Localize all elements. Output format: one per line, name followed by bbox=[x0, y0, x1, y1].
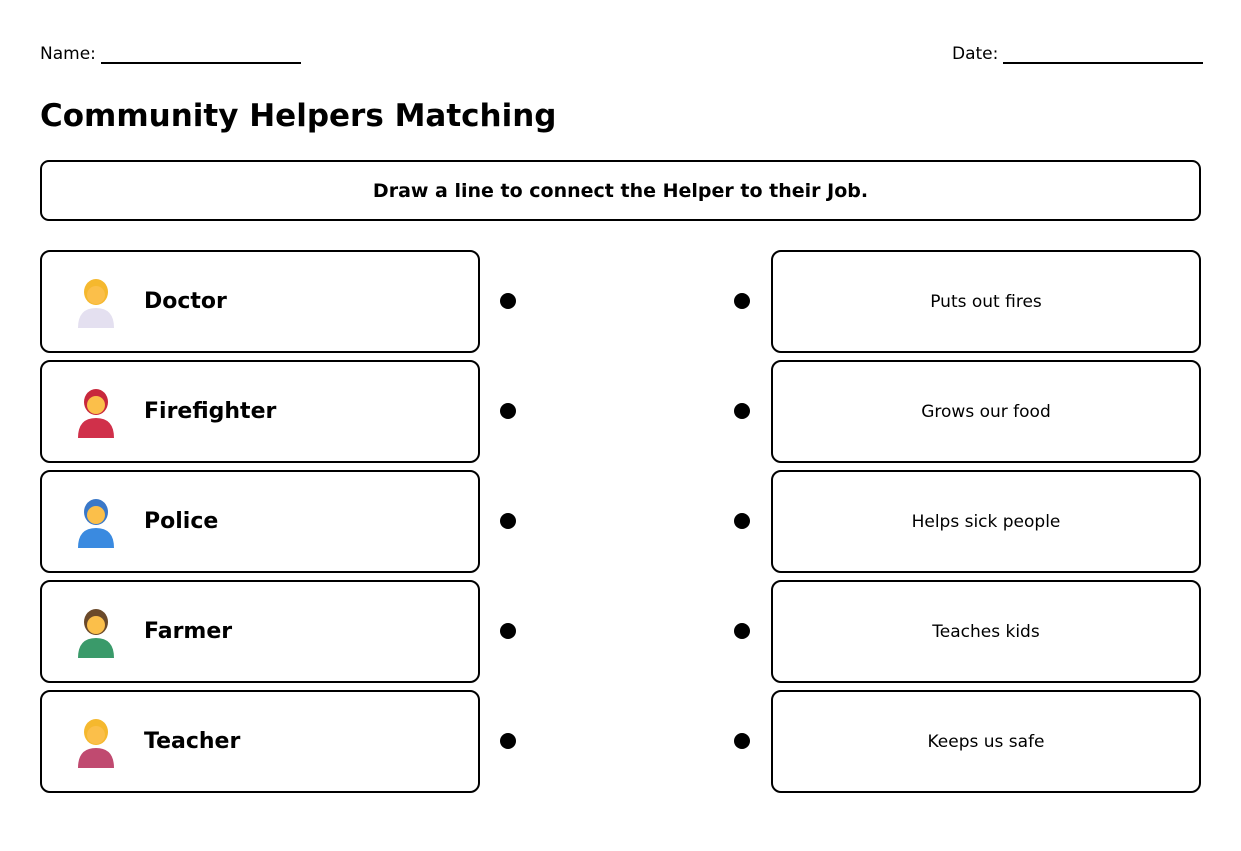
job-card bbox=[771, 580, 1201, 683]
job-match-dot[interactable] bbox=[734, 293, 750, 309]
name-label: Name: bbox=[40, 44, 96, 64]
job-label: Teaches kids bbox=[932, 621, 1040, 642]
job-label: Keeps us safe bbox=[927, 731, 1045, 752]
firefighter-icon bbox=[72, 386, 120, 438]
job-label: Helps sick people bbox=[911, 511, 1061, 532]
date-label: Date: bbox=[952, 44, 999, 64]
instructions-text: Draw a line to connect the Helper to their Job. bbox=[372, 179, 869, 202]
job-card bbox=[771, 690, 1201, 793]
helper-label: Doctor bbox=[144, 289, 227, 314]
helper-card bbox=[40, 690, 480, 793]
police-officer-icon bbox=[72, 496, 120, 548]
helper-card bbox=[40, 580, 480, 683]
helper-match-dot[interactable] bbox=[500, 733, 516, 749]
farmer-icon bbox=[72, 606, 120, 658]
teacher-icon bbox=[72, 716, 120, 768]
helper-match-dot[interactable] bbox=[500, 513, 516, 529]
job-match-dot[interactable] bbox=[734, 733, 750, 749]
job-label: Grows our food bbox=[921, 401, 1051, 422]
helper-match-dot[interactable] bbox=[500, 623, 516, 639]
helper-match-dot[interactable] bbox=[500, 403, 516, 419]
helper-card bbox=[40, 470, 480, 573]
job-match-dot[interactable] bbox=[734, 513, 750, 529]
name-line[interactable] bbox=[101, 48, 301, 64]
helper-match-dot[interactable] bbox=[500, 293, 516, 309]
helper-card bbox=[40, 360, 480, 463]
job-card bbox=[771, 470, 1201, 573]
date-field[interactable] bbox=[952, 44, 1203, 64]
page-title: Community Helpers Matching bbox=[40, 98, 557, 134]
helper-card bbox=[40, 250, 480, 353]
helper-label: Firefighter bbox=[144, 399, 277, 424]
instructions-box bbox=[40, 160, 1201, 221]
name-field[interactable] bbox=[40, 44, 301, 64]
helper-label: Teacher bbox=[144, 729, 241, 754]
date-line[interactable] bbox=[1003, 48, 1203, 64]
doctor-icon bbox=[72, 276, 120, 328]
job-label: Puts out fires bbox=[930, 291, 1042, 312]
job-card bbox=[771, 250, 1201, 353]
job-card bbox=[771, 360, 1201, 463]
job-match-dot[interactable] bbox=[734, 623, 750, 639]
helper-label: Police bbox=[144, 509, 219, 534]
helper-label: Farmer bbox=[144, 619, 233, 644]
job-match-dot[interactable] bbox=[734, 403, 750, 419]
